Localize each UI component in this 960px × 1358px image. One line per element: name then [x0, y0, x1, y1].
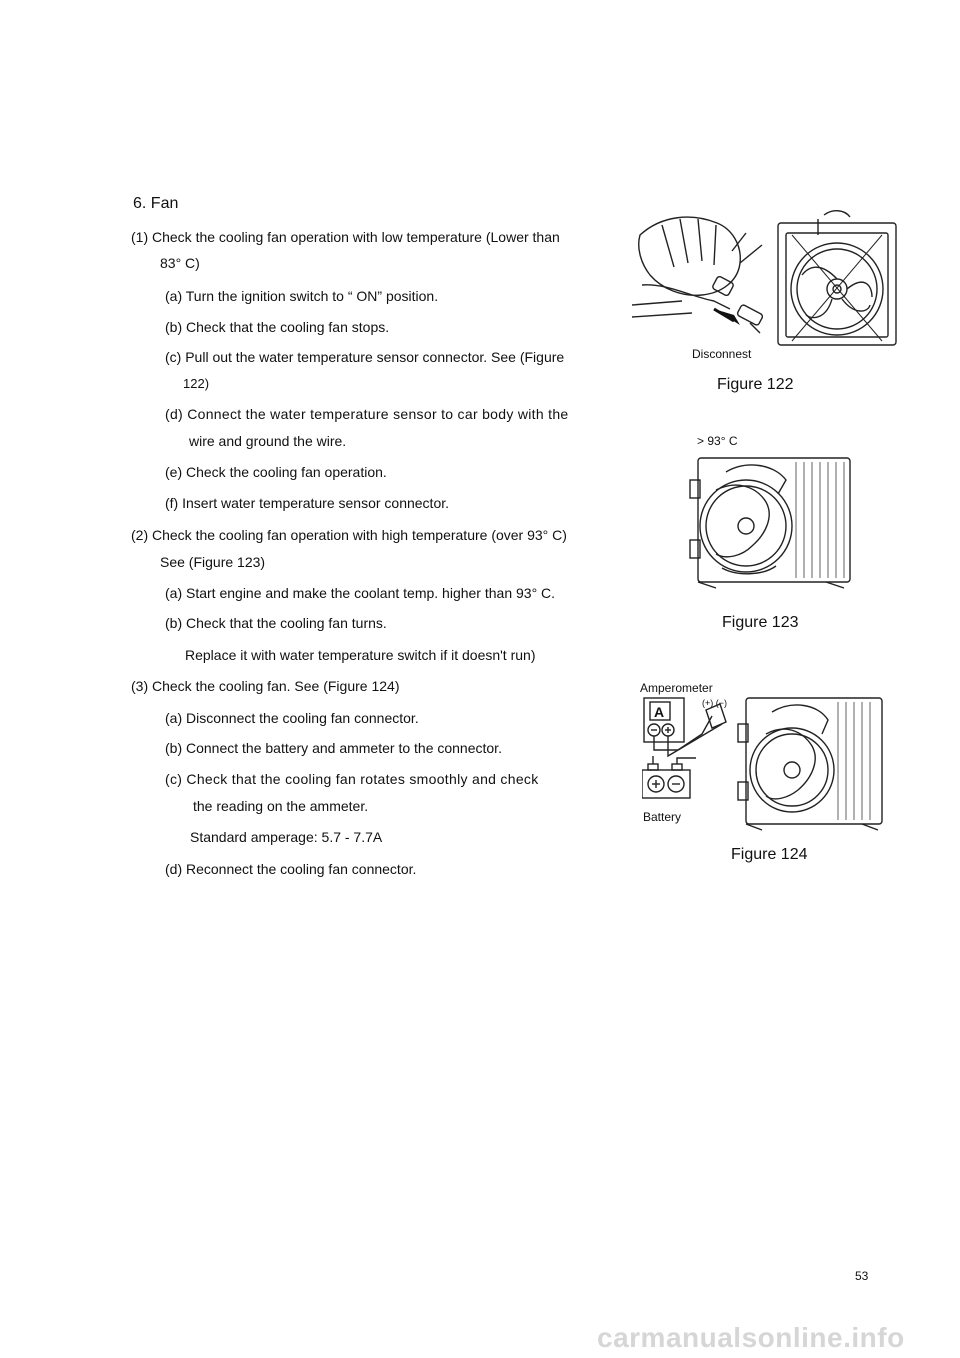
- step-1e: (e) Check the cooling fan operation.: [165, 464, 387, 480]
- figure-123-caption: Figure 123: [722, 614, 799, 631]
- step-1c-line1: (c) Pull out the water temperature sensor connector. See (Figure: [165, 349, 565, 365]
- figure-122-illustration: [622, 205, 902, 355]
- step-3d: (d) Reconnect the cooling fan connector.: [165, 861, 417, 877]
- step-2a: (a) Start engine and make the coolant temp. higher than 93° C.: [165, 585, 556, 601]
- step-1a: (a) Turn the ignition switch to “ ON” position.: [165, 288, 439, 304]
- figure-122-caption: Figure 122: [717, 376, 794, 393]
- step-1-line1: (1) Check the cooling fan operation with low temperature (Lower than: [131, 229, 560, 245]
- step-2-line1: (2) Check the cooling fan operation with high temperature (over 93° C): [131, 527, 567, 543]
- step-2-line2: See (Figure 123): [160, 554, 266, 570]
- page-number: 53: [855, 1269, 869, 1283]
- figure-124-amperometer-label: Amperometer: [640, 681, 713, 695]
- figure-123-temperature-label: > 93° C: [697, 434, 738, 448]
- step-1b: (b) Check that the cooling fan stops.: [165, 319, 390, 335]
- step-3b: (b) Connect the battery and ammeter to the connector.: [165, 740, 502, 756]
- figure-124-caption: Figure 124: [731, 846, 808, 863]
- step-3a: (a) Disconnect the cooling fan connector.: [165, 710, 419, 726]
- watermark-text: carmanualsonline.info: [597, 1322, 905, 1353]
- step-2-note: Replace it with water temperature switch if it doesn't run): [185, 647, 536, 663]
- step-1c-line2: 122): [183, 376, 210, 391]
- section-heading: 6. Fan: [133, 195, 179, 212]
- step-3c-line2: the reading on the ammeter.: [193, 798, 369, 814]
- meter-letter: A: [654, 704, 665, 720]
- figure-124-battery-label: Battery: [643, 810, 682, 824]
- step-3c-line1: (c) Check that the cooling fan rotates smoothly and check: [165, 771, 539, 787]
- step-3-line1: (3) Check the cooling fan. See (Figure 124): [131, 678, 400, 694]
- step-1d-line2: wire and ground the wire.: [189, 433, 347, 449]
- step-1f: (f) Insert water temperature sensor connector.: [165, 495, 450, 511]
- figure-122-label: Disconnest: [692, 347, 752, 361]
- step-2b: (b) Check that the cooling fan turns.: [165, 615, 387, 631]
- polarity-label: (+) (−): [702, 698, 728, 708]
- figure-123-illustration: [686, 450, 858, 590]
- step-1d-line1: (d) Connect the water temperature sensor to car body with the: [165, 406, 569, 422]
- step-1-line2: 83° C): [160, 255, 200, 271]
- step-3-standard-amperage: Standard amperage: 5.7 - 7.7A: [190, 829, 383, 845]
